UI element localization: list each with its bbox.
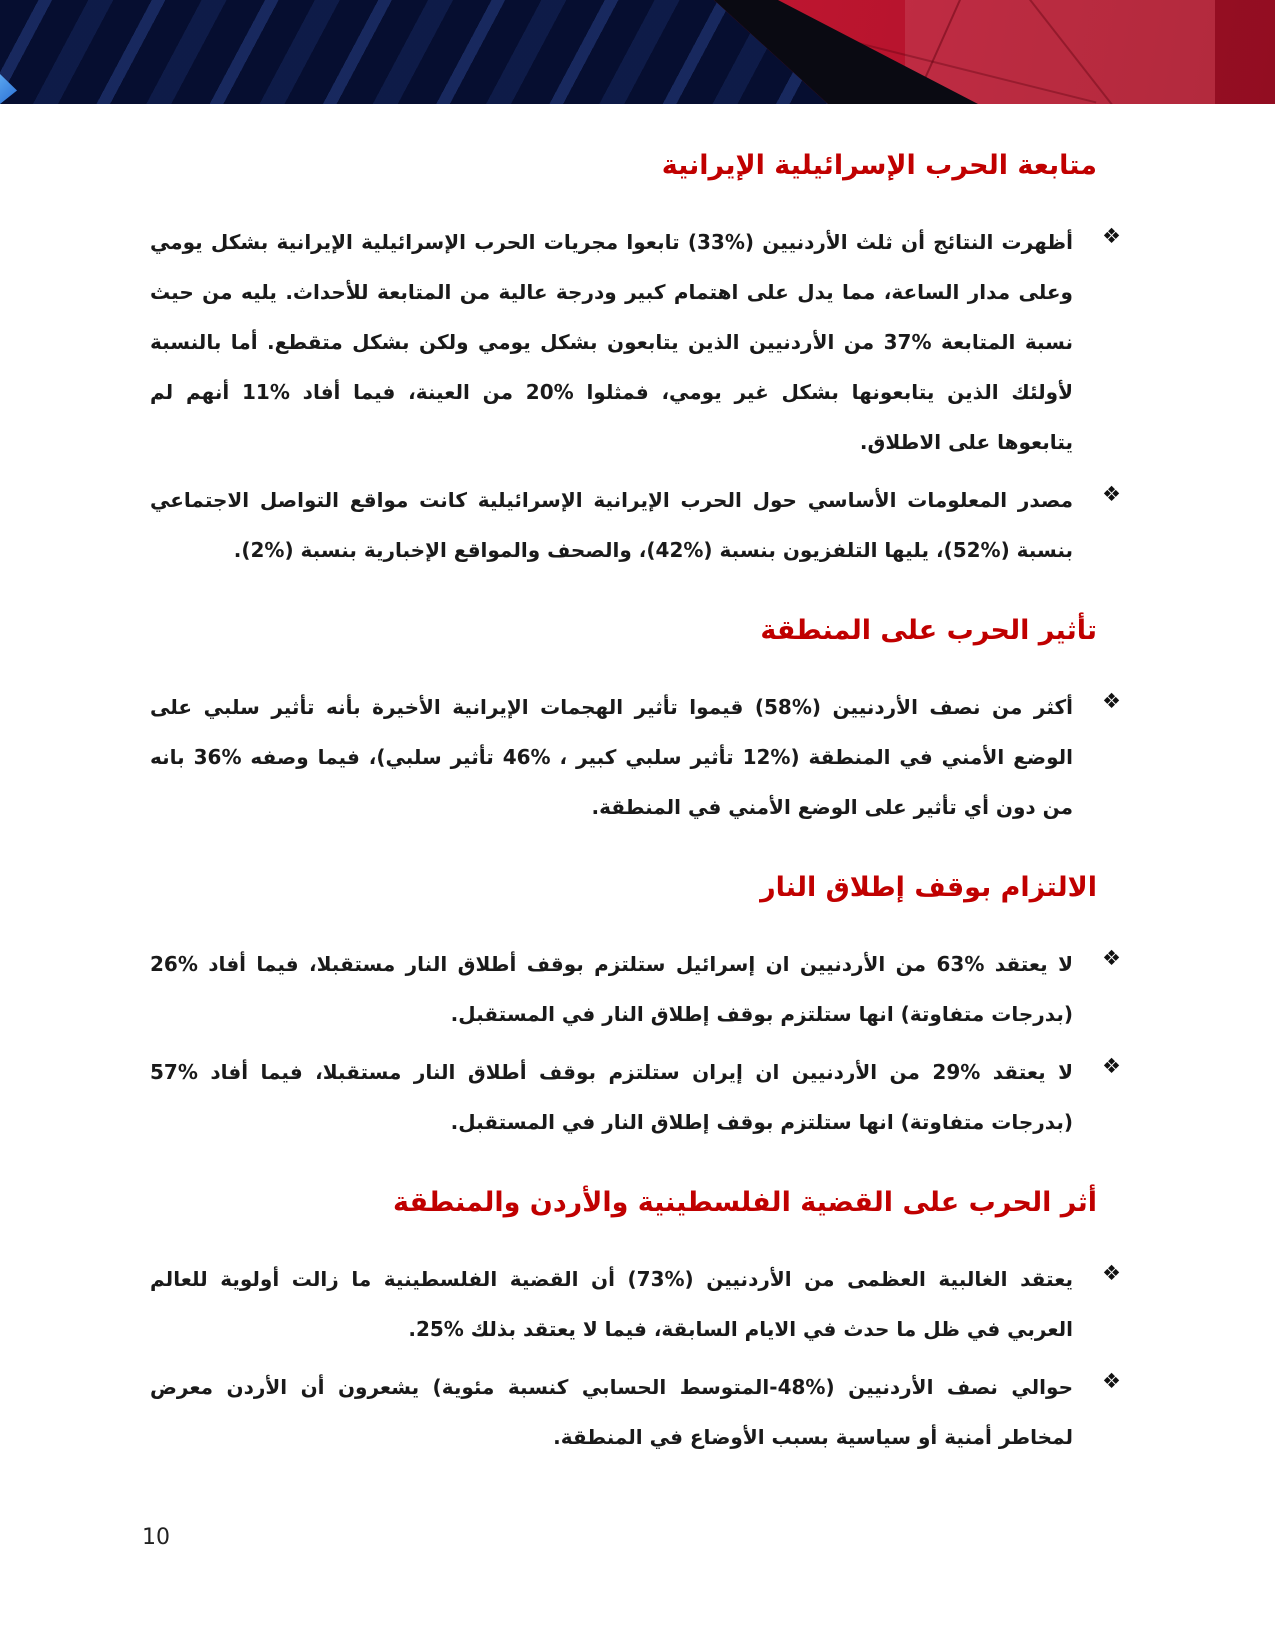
list-item (150, 475, 1135, 575)
page-content (0, 104, 1275, 1462)
diamond-bullet-icon: ❖ (1102, 1261, 1121, 1286)
bullet-text: أكثر من نصف الأردنيين (%58) قيموا تأثير الهجمات الإيرانية الأخيرة بأنه تأثير سلبي على الوضع الأمني في المنطقة (%12 تأثير سلبي كبير ، %46 تأثير سلبي)، فيما وصفه %36 بانه من دون أي تأثير على الوضع الأمني في المنطقة. (150, 695, 1074, 820)
diamond-bullet-icon: ❖ (1102, 224, 1121, 249)
diamond-bullet-icon: ❖ (1102, 482, 1121, 507)
section-heading-ceasefire-commitment: الالتزام بوقف إطلاق النار (760, 872, 1097, 904)
bullet-text: حوالي نصف الأردنيين (%48-المتوسط الحسابي كنسبة مئوية) يشعرون أن الأردن معرض لمخاطر أمنية أو سياسية بسبب الأوضاع في المنطقة. (150, 1375, 1073, 1450)
bullet-text: مصدر المعلومات الأساسي حول الحرب الإيرانية الإسرائيلية كانت مواقع التواصل الاجتماعي بنسبة (%52)، يليها التلفزيون بنسبة (%42)، والصحف والمواقع الإخبارية بنسبة (%2). (150, 488, 1073, 563)
list-item (150, 1254, 1135, 1354)
list-item (150, 1047, 1135, 1147)
list-item (150, 217, 1135, 467)
banner-red-dark-panel (1215, 0, 1275, 104)
section-heading-war-following: متابعة الحرب الإسرائيلية الإيرانية (661, 150, 1097, 181)
list-item (150, 939, 1135, 1039)
bullet-text: أظهرت النتائج أن ثلث الأردنيين (%33) تابعوا مجريات الحرب الإسرائيلية الإيرانية بشكل يومي وعلى مدار الساعة، مما يدل على اهتمام كبير ودرجة عالية من المتابعة للأحداث. يليه من حيث نسبة المتابعة %37 من الأردنيين الذين يتابعون بشكل يومي ولكن بشكل متقطع. أما بالنسبة لأولئك الذين يتابعونها بشكل غير يومي، فمثلوا %20 من العينة، فيما أفاد %11 أنهم لم يتابعوها على الاطلاق. (150, 230, 1073, 455)
page-number: 10 (142, 1525, 170, 1550)
diamond-bullet-icon: ❖ (1102, 1054, 1121, 1079)
diamond-bullet-icon: ❖ (1102, 1369, 1121, 1394)
diamond-bullet-icon: ❖ (1102, 946, 1121, 971)
section-heading-war-impact-region: تأثير الحرب على المنطقة (760, 615, 1097, 647)
bullet-text: يعتقد الغالبية العظمى من الأردنيين (%73) أن القضية الفلسطينية ما زالت أولوية للعالم العربي في ظل ما حدث في الايام السابقة، فيما لا يعتقد بذلك %25. (150, 1267, 1073, 1342)
diamond-bullet-icon: ❖ (1102, 689, 1121, 714)
section-heading-war-effect-palestine-jordan: أثر الحرب على القضية الفلسطينية والأردن والمنطقة (392, 1187, 1097, 1219)
bullet-text: لا يعتقد %29 من الأردنيين ان إيران ستلتزم بوقف أطلاق النار مستقبلا، فيما أفاد %57 (بدرجات متفاوتة) انها ستلتزم بوقف إطلاق النار في المستقبل. (150, 1060, 1073, 1135)
bullet-text: لا يعتقد %63 من الأردنيين ان إسرائيل ستلتزم بوقف أطلاق النار مستقبلا، فيما أفاد %26 (بدرجات متفاوتة) انها ستلتزم بوقف إطلاق النار في المستقبل. (150, 952, 1073, 1027)
header-banner-image (0, 0, 1275, 104)
list-item (150, 1362, 1135, 1462)
list-item (150, 682, 1135, 832)
